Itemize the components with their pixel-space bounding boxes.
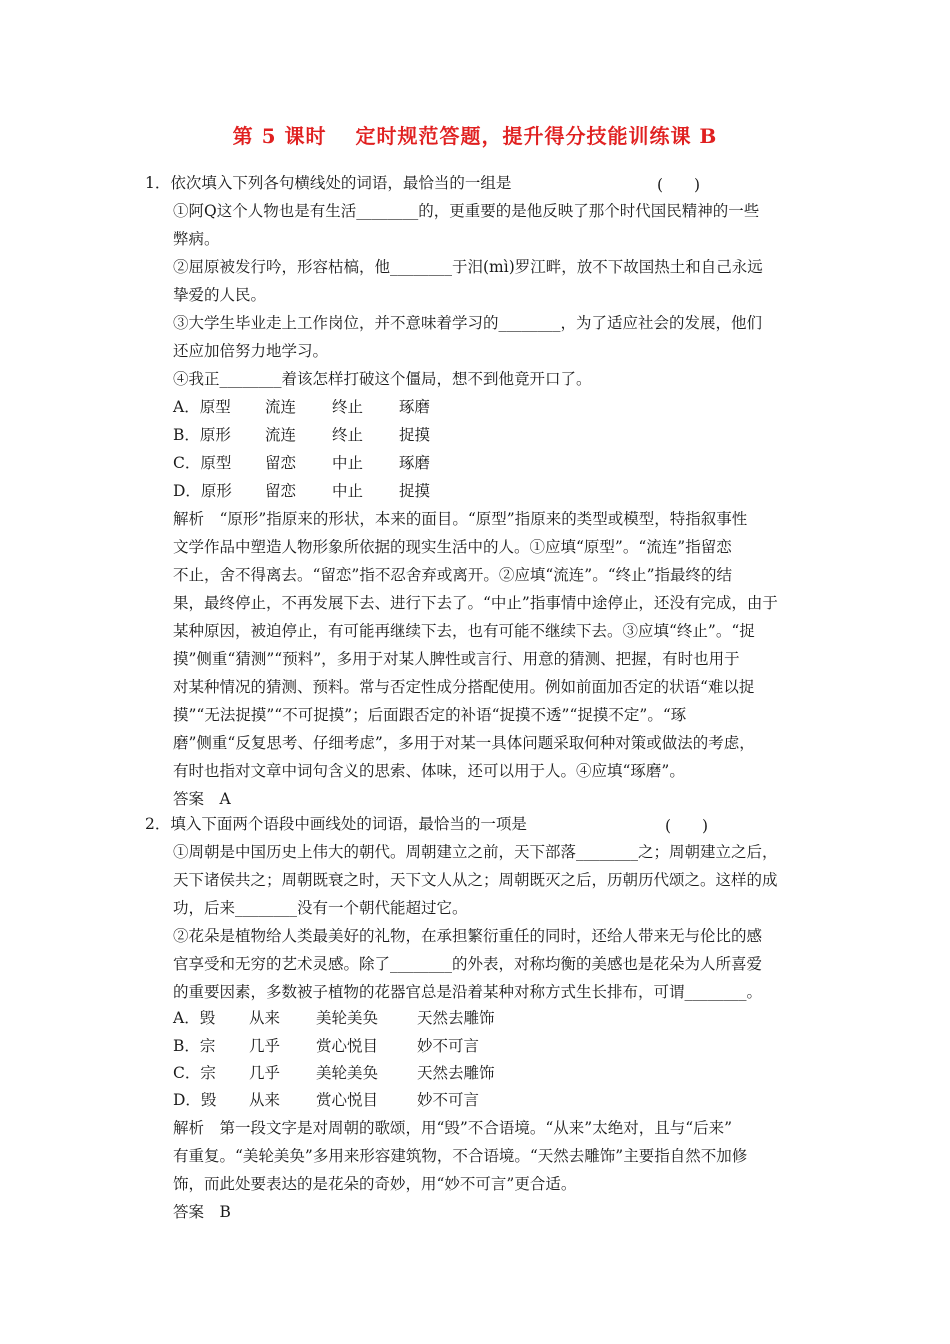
question-1-answer: 答案 A [173, 790, 231, 808]
question-1-line: ④我正________着该怎样打破这个僵局，想不到他竟开口了。 [173, 370, 592, 388]
option-word: C．宗 [173, 1064, 216, 1082]
question-2-line: 功，后来________没有一个朝代能超过它。 [173, 899, 468, 917]
option-word: 留恋 [265, 482, 297, 500]
question-1-stem: 1．依次填入下列各句横线处的词语，最恰当的一组是 [145, 174, 512, 192]
option-word: 天然去雕饰 [417, 1009, 495, 1027]
question-1-analysis-line: 某种原因，被迫停止，有可能再继续下去，也有可能不继续下去。③应填“终止”。“捉 [173, 622, 755, 640]
question-1-analysis-line: 果，最终停止，不再发展下去、进行下去了。“中止”指事情中途停止，还没有完成，由于 [173, 594, 778, 612]
question-2-stem: 2．填入下面两个语段中画线处的词语，最恰当的一项是 [145, 815, 527, 833]
question-2-line: 官享受和无穷的艺术灵感。除了________的外表，对称均衡的美感也是花朵为人所喜爱 [173, 955, 763, 973]
question-2-answer-blank: ( ) [665, 817, 709, 835]
option-word: 终止 [332, 398, 364, 416]
option-word: 中止 [332, 454, 364, 472]
question-2-option-a [173, 1008, 495, 1028]
option-word: 琢磨 [399, 454, 431, 472]
option-word: 妙不可言 [417, 1037, 480, 1055]
question-1-analysis-line: 解析 “原形”指原来的形状，本来的面目。“原型”指原来的类型或模型，特指叙事性 [173, 510, 748, 528]
question-2-analysis-line: 饰，而此处要表达的是花朵的奇妙，用“妙不可言”更合适。 [173, 1175, 577, 1193]
question-1-analysis-line: 文学作品中塑造人物形象所依据的现实生活中的人。①应填“原型”。“流连”指留恋 [173, 538, 732, 556]
question-1-line: ②屈原被发行吟，形容枯槁，他________于汨(mì)罗江畔，放不下故国热土和自己永远 [173, 258, 763, 276]
question-1-option-b [173, 425, 430, 445]
question-2-option-c [173, 1063, 495, 1083]
question-2-line: 的重要因素，多数被子植物的花器官总是沿着某种对称方式生长排布，可谓________。 [173, 983, 763, 1001]
question-1-line: 还应加倍努力地学习。 [173, 342, 329, 360]
question-2-line: ①周朝是中国历史上伟大的朝代。周朝建立之前，天下部落________之；周朝建立之后， [173, 843, 778, 861]
option-word: D．原形 [173, 482, 232, 500]
option-word: 捉摸 [399, 482, 431, 500]
question-1-analysis-line: 不止，舍不得离去。“留恋”指不忍舍弃或离开。②应填“流连”。“终止”指最终的结 [173, 566, 733, 584]
option-word: 几乎 [249, 1037, 281, 1055]
option-word: C．原型 [173, 454, 232, 472]
option-word: 天然去雕饰 [417, 1064, 495, 1082]
option-word: 终止 [332, 426, 364, 444]
question-1-option-c [173, 453, 430, 473]
page-title: 第 5 课时 定时规范答题，提升得分技能训练课 B [232, 124, 718, 148]
option-word: 留恋 [265, 454, 297, 472]
question-1-line: ③大学生毕业走上工作岗位，并不意味着学习的________，为了适应社会的发展，他们 [173, 314, 763, 332]
question-2-answer: 答案 B [173, 1203, 231, 1221]
question-1-analysis-line: 有时也指对文章中词句含义的思索、体味，还可以用于人。④应填“琢磨”。 [173, 762, 685, 780]
question-1-analysis-line: 摸”“无法捉摸”“不可捉摸”；后面跟否定的补语“捉摸不透”“捉摸不定”。“琢 [173, 706, 687, 724]
question-2-option-b [173, 1036, 479, 1056]
question-2-option-d [173, 1090, 479, 1110]
question-2-analysis-line: 解析 第一段文字是对周朝的歌颂，用“毁”不合语境。“从来”太绝对，且与“后来” [173, 1119, 733, 1137]
option-word: 几乎 [249, 1064, 281, 1082]
question-1-analysis-line: 摸”侧重“猜测”“预料”，多用于对某人脾性或言行、用意的猜测、把握，有时也用于 [173, 650, 740, 668]
question-1-analysis-line: 磨”侧重“反复思考、仔细考虑”，多用于对某一具体问题采取何种对策或做法的考虑， [173, 734, 755, 752]
question-1-line: 挚爱的人民。 [173, 286, 267, 304]
option-word: 捉摸 [399, 426, 431, 444]
option-word: 流连 [265, 398, 297, 416]
question-1-analysis-line: 对某种情况的猜测、预料。常与否定性成分搭配使用。例如前面加否定的状语“难以捉 [173, 678, 755, 696]
question-2-line: 天下诸侯共之；周朝既衰之时，天下文人从之；周朝既灭之后，历朝历代颂之。这样的成 [173, 871, 778, 889]
option-word: 美轮美奂 [316, 1009, 379, 1027]
question-1-option-a [173, 397, 430, 417]
option-word: 美轮美奂 [316, 1064, 379, 1082]
option-word: B．宗 [173, 1037, 216, 1055]
option-word: 流连 [265, 426, 297, 444]
option-word: 中止 [332, 482, 364, 500]
option-word: 赏心悦目 [316, 1091, 379, 1109]
option-word: D．毁 [173, 1091, 217, 1109]
question-1-line: 弊病。 [173, 230, 220, 248]
option-word: 妙不可言 [417, 1091, 480, 1109]
question-1-answer-blank: ( ) [657, 176, 701, 194]
option-word: 从来 [249, 1009, 281, 1027]
question-2-line: ②花朵是植物给人类最美好的礼物，在承担繁衍重任的同时，还给人带来无与伦比的感 [173, 927, 763, 945]
option-word: 从来 [249, 1091, 281, 1109]
option-word: A．原型 [173, 398, 231, 416]
option-word: B．原形 [173, 426, 231, 444]
question-2-analysis-line: 有重复。“美轮美奂”多用来形容建筑物，不合语境。“天然去雕饰”主要指自然不加修 [173, 1147, 748, 1165]
option-word: A．毁 [173, 1009, 216, 1027]
question-1-line: ①阿Q这个人物也是有生活________的，更重要的是他反映了那个时代国民精神的一些 [173, 202, 760, 220]
option-word: 琢磨 [399, 398, 431, 416]
question-1-option-d [173, 481, 430, 501]
option-word: 赏心悦目 [316, 1037, 379, 1055]
